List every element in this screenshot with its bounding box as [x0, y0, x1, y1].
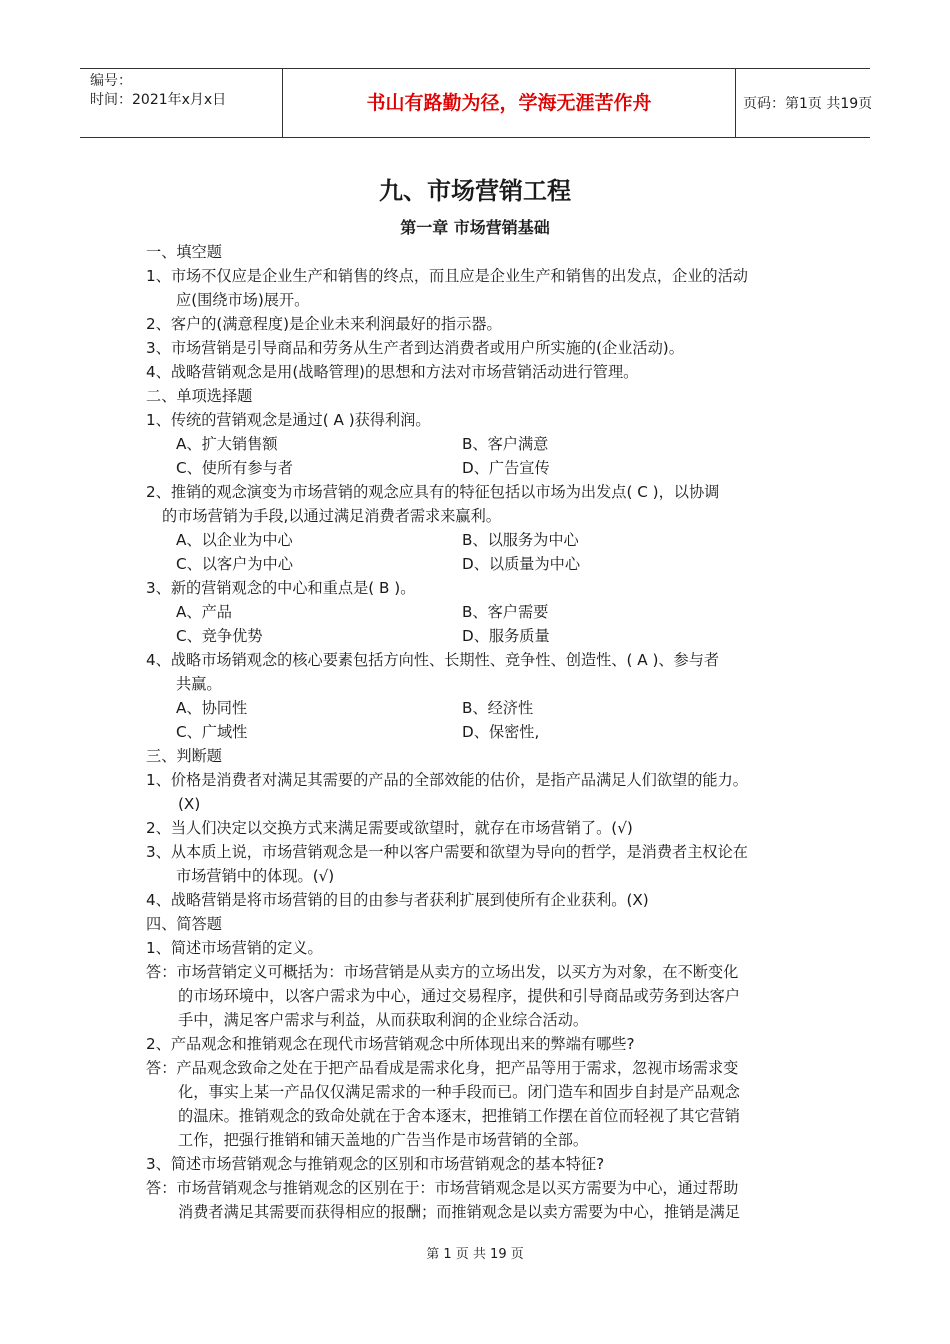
option-text: B、经济性	[462, 699, 534, 717]
answer-line: 答：产品观念致命之处在于把产品看成是需求化身，把产品等用于需求，忽视市场需求变	[146, 1059, 739, 1077]
option-text: D、广告宣传	[462, 459, 550, 477]
answer-line: 答：市场营销观念与推销观念的区别在于：市场营销观念是以买方需要为中心，通过帮助	[146, 1179, 739, 1197]
option-text: A、扩大销售额	[176, 435, 278, 453]
text-line: 1、价格是消费者对满足其需要的产品的全部效能的估价，是指产品满足人们欲望的能力。	[146, 771, 748, 789]
chapter-title: 第一章 市场营销基础	[400, 218, 550, 237]
option-text: D、以质量为中心	[462, 555, 581, 573]
answer-line: 的市场环境中，以客户需求为中心，通过交易程序，提供和引导商品或劳务到达客户	[178, 987, 740, 1005]
document-time-label: 时间：2021年x月x日	[90, 92, 227, 108]
option-text: C、广域性	[176, 723, 248, 741]
text-line: 3、从本质上说，市场营销观念是一种以客户需要和欲望为导向的哲学，是消费者主权论在	[146, 843, 748, 861]
header-left-cell	[80, 69, 282, 137]
page-header	[80, 68, 873, 138]
option-text: D、保密性,	[462, 723, 540, 741]
header-page-info: 页码：第1页 共19页	[743, 96, 873, 112]
text-line: (X)	[178, 795, 201, 813]
section-heading: 一、填空题	[146, 243, 222, 261]
option-text: C、使所有参与者	[176, 459, 293, 477]
header-motto-cell	[282, 69, 736, 137]
option-text: C、以客户为中心	[176, 555, 293, 573]
question-line: 1、简述市场营销的定义。	[146, 939, 323, 957]
option-text: C、竞争优势	[176, 627, 263, 645]
option-text: B、客户需要	[462, 603, 549, 621]
page-footer: 第 1 页 共 19 页	[426, 1247, 524, 1262]
option-text: A、协同性	[176, 699, 248, 717]
document-title: 九、市场营销工程	[379, 177, 571, 205]
text-line: 3、市场营销是引导商品和劳务从生产者到达消费者或用户所实施的(企业活动)。	[146, 339, 684, 357]
section-heading: 二、单项选择题	[146, 387, 253, 405]
text-line: 4、战略营销是将市场营销的目的由参与者获利扩展到使所有企业获利。(X)	[146, 891, 649, 909]
text-line: 应(围绕市场)展开。	[176, 291, 310, 309]
question-line: 1、传统的营销观念是通过( A )获得利润。	[146, 411, 431, 429]
answer-line: 手中，满足客户需求与利益，从而获取利润的企业综合活动。	[178, 1011, 589, 1029]
question-line: 4、战略市场销观念的核心要素包括方向性、长期性、竞争性、创造性、( A )、参与者	[146, 651, 720, 669]
question-line: 2、推销的观念演变为市场营销的观念应具有的特征包括以市场为出发点( C )，以协调	[146, 483, 720, 501]
answer-line: 化，事实上某一产品仅仅满足需求的一种手段而已。闭门造车和固步自封是产品观念	[178, 1083, 740, 1101]
option-text: A、以企业为中心	[176, 531, 293, 549]
question-line: 共赢。	[176, 675, 222, 693]
document-number-label: 编号：	[90, 73, 132, 89]
answer-line: 消费者满足其需要而获得相应的报酬；而推销观念是以卖方需要为中心，推销是满足	[178, 1203, 740, 1221]
section-heading: 三、判断题	[146, 747, 222, 765]
section-heading: 四、简答题	[146, 915, 222, 933]
question-line: 2、产品观念和推销观念在现代市场营销观念中所体现出来的弊端有哪些?	[146, 1035, 635, 1053]
answer-line: 答：市场营销定义可概括为：市场营销是从卖方的立场出发，以买方为对象，在不断变化	[146, 963, 739, 981]
question-line: 3、简述市场营销观念与推销观念的区别和市场营销观念的基本特征?	[146, 1155, 605, 1173]
option-text: D、服务质量	[462, 627, 550, 645]
header-page-cell	[735, 69, 873, 137]
question-line: 的市场营销为手段,以通过满足消费者需求来赢利。	[162, 507, 501, 525]
answer-line: 工作，把强行推销和铺天盖地的广告当作是市场营销的全部。	[178, 1131, 589, 1149]
option-text: A、产品	[176, 603, 232, 621]
question-line: 3、新的营销观念的中心和重点是( B )。	[146, 579, 416, 597]
motto-text: 书山有路勤为径，学海无涯苦作舟	[366, 92, 652, 114]
option-text: B、客户满意	[462, 435, 549, 453]
text-line: 4、战略营销观念是用(战略管理)的思想和方法对市场营销活动进行管理。	[146, 363, 639, 381]
text-line: 市场营销中的体现。(√)	[176, 867, 335, 885]
text-line: 2、客户的(满意程度)是企业未来利润最好的指示器。	[146, 315, 502, 333]
text-line: 1、市场不仅应是企业生产和销售的终点，而且应是企业生产和销售的出发点，企业的活动	[146, 267, 748, 285]
answer-line: 的温床。推销观念的致命处就在于舍本逐末，把推销工作摆在首位而轻视了其它营销	[178, 1107, 740, 1125]
option-text: B、以服务为中心	[462, 531, 579, 549]
text-line: 2、当人们决定以交换方式来满足需要或欲望时，就存在市场营销了。(√)	[146, 819, 633, 837]
